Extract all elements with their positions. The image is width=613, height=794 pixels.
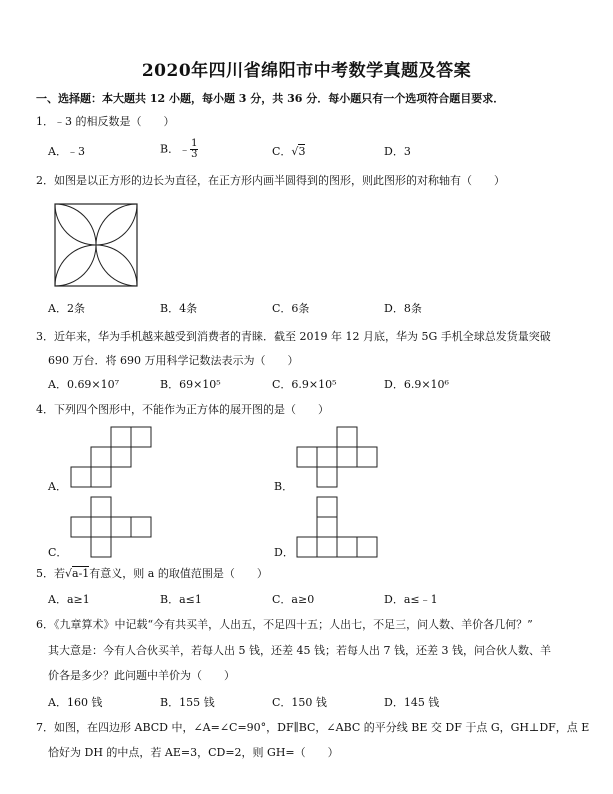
q4-option-c: C． bbox=[48, 546, 68, 559]
q6-option-a: A．160 钱 bbox=[48, 696, 103, 709]
q1-option-c: C．√3 bbox=[272, 145, 306, 158]
question-3-stem-line2: 690 万台．将 690 万用科学记数法表示为（ ） bbox=[48, 354, 299, 367]
section-heading: 一、选择题：本大题共 12 小题，每小题 3 分，共 36 分．每小题只有一个选项符合题目要求． bbox=[36, 92, 505, 105]
net-figure-a bbox=[70, 426, 152, 488]
sqrt-icon: √ bbox=[65, 567, 73, 580]
sqrt-icon: √ bbox=[291, 145, 299, 158]
question-4-stem: 4．下列四个图形中，不能作为正方体的展开图的是（ ） bbox=[36, 403, 329, 416]
question-3-stem-line1: 3．近年来，华为手机越来越受到消费者的青睐．截至 2019 年 12 月底，华为 5G 手机全球总发货量突破 bbox=[36, 330, 551, 343]
q1-option-b: B．﹣ $\frac{1}{3}$ bbox=[160, 138, 198, 160]
net-figure-d bbox=[296, 496, 378, 558]
q5-option-d: D．a≤﹣1 bbox=[384, 593, 438, 606]
q1-option-a: A．﹣3 bbox=[48, 145, 85, 158]
q6-option-d: D．145 钱 bbox=[384, 696, 440, 709]
q3-option-d: D．6.9×10⁶ bbox=[384, 378, 449, 391]
question-5-stem: 5．若√a-1有意义，则 a 的取值范围是（ ） bbox=[36, 567, 268, 580]
question-7-stem-line1: 7．如图，在四边形 ABCD 中，∠A=∠C=90°，DF∥BC，∠ABC 的平分线 BE 交 DF 于点 G，GH⊥DF，点 E bbox=[36, 721, 590, 734]
q2-option-d: D．8条 bbox=[384, 302, 422, 315]
net-figure-b bbox=[296, 426, 378, 488]
question-2-stem: 2．如图是以正方形的边长为直径，在正方形内画半圆得到的图形，则此图形的对称轴有（ ） bbox=[36, 174, 505, 187]
q5-option-b: B．a≤1 bbox=[160, 593, 202, 606]
q3-option-a: A．0.69×10⁷ bbox=[48, 378, 120, 391]
question-6-stem-line2: 其大意是：今有人合伙买羊，若每人出 5 钱，还差 45 钱；若每人出 7 钱，还差 3 钱，问合伙人数、羊 bbox=[48, 644, 551, 657]
q4-option-a: A． bbox=[48, 480, 67, 493]
q1-option-d: D．3 bbox=[384, 145, 411, 158]
page-title: 2020年四川省绵阳市中考数学真题及答案 bbox=[141, 61, 472, 81]
question-1-stem: 1．﹣3 的相反数是（ ） bbox=[36, 115, 175, 128]
question-7-stem-line2: 恰好为 DH 的中点，若 AE=3，CD=2，则 GH=（ ） bbox=[48, 746, 339, 759]
q5-option-c: C．a≥0 bbox=[272, 593, 315, 606]
q4-option-d: D． bbox=[274, 546, 294, 559]
q2-option-a: A．2条 bbox=[48, 302, 85, 315]
q3-option-b: B．69×10⁵ bbox=[160, 378, 221, 391]
q5-option-a: A．a≥1 bbox=[48, 593, 90, 606]
q2-option-c: C．6条 bbox=[272, 302, 310, 315]
q6-option-c: C．150 钱 bbox=[272, 696, 327, 709]
net-figure-c bbox=[70, 496, 152, 558]
q2-option-b: B．4条 bbox=[160, 302, 198, 315]
question-6-stem-line1: 6．《九章算术》中记载“今有共买羊，人出五，不足四十五；人出七，不足三，问人数、羊价各几何？” bbox=[36, 618, 533, 631]
q4-option-b: B． bbox=[274, 480, 294, 493]
question-6-stem-line3: 价各是多少？此问题中羊价为（ ） bbox=[48, 669, 235, 682]
q6-option-b: B．155 钱 bbox=[160, 696, 215, 709]
square-semicircle-figure bbox=[54, 203, 138, 287]
q3-option-c: C．6.9×10⁵ bbox=[272, 378, 337, 391]
